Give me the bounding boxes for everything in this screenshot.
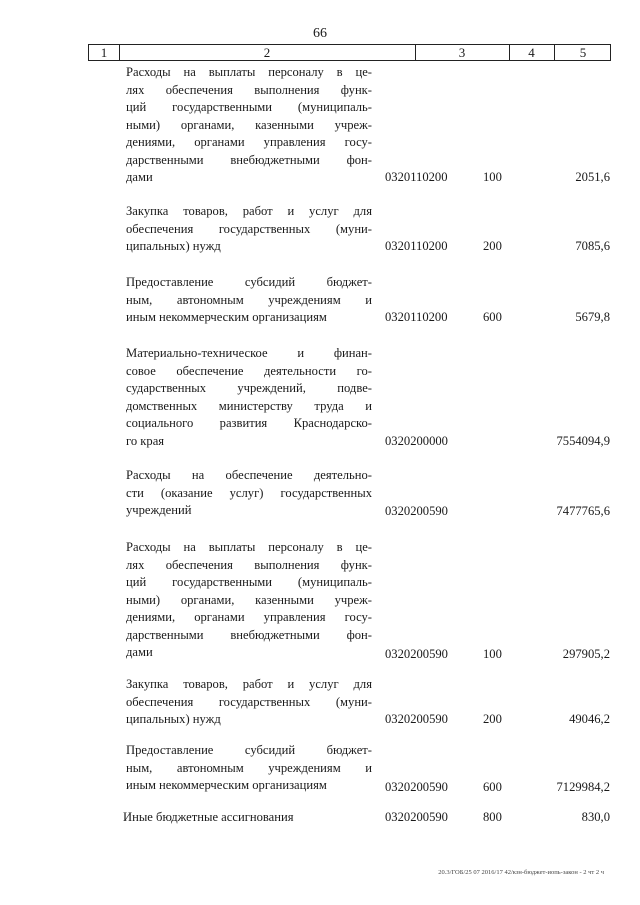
description-line: дами [126,645,153,659]
row-code: 0320200000 [385,434,448,448]
row-expense-type: 600 [483,310,502,324]
row-description [126,467,372,520]
description-line: дениями, органами управления госу- [126,610,372,624]
row-description [126,203,372,256]
description-line: сударственных учреждений, подве- [126,381,372,395]
row-code: 0320110200 [385,239,448,253]
description-line: ными) органами, казенными учреж- [126,117,372,132]
description-line: ципальных) нужд [126,239,221,253]
description-line: дами [126,170,153,184]
description-line: иным некоммерческим организациям [126,310,327,324]
row-expense-type: 800 [483,810,502,824]
description-line: Закупка товаров, работ и услуг для [126,677,372,691]
description-line: ций государственными (муниципаль- [126,575,372,589]
row-expense-type: 200 [483,239,502,253]
row-code: 0320110200 [385,310,448,324]
description-line: социального развития Краснодарско- [126,416,372,430]
description-line: учреждений [126,503,192,517]
description-line: Закупка товаров, работ и услуг для [126,204,372,218]
row-code: 0320110200 [385,170,448,184]
row-expense-type: 100 [483,647,502,661]
header-col-3: 3 [458,45,466,60]
row-amount: 830,0 [581,810,610,824]
description-line: иным некоммерческим организациям [126,778,327,792]
description-line: го края [126,433,165,448]
description-line: ций государственными (муниципаль- [126,100,372,114]
row-expense-type: 600 [483,780,502,794]
row-code: 0320200590 [385,780,448,794]
description-line: совое обеспечение деятельности го- [126,363,372,378]
row-expense-type: 100 [483,170,502,184]
row-description [126,676,372,729]
row-amount: 297905,2 [562,647,610,661]
description-line: дениями, органами управления госу- [126,135,372,149]
row-description [126,742,372,795]
row-expense-type: 200 [483,712,502,726]
row-description [126,64,372,187]
description-line: Материально-техническое и финан- [126,346,372,360]
footer-document-code: 20.3/ГОБ/25 07 2016/17 42/кзн-бюджет-иопь-закон - 2 чт 2 ч [438,869,604,876]
description-line: Расходы на выплаты персоналу в це- [126,65,372,79]
row-amount: 2051,6 [575,170,610,184]
description-line: домственных министерству труда и [126,398,372,413]
description-line: ным, автономным учреждениям и [126,292,372,307]
row-description [126,539,372,662]
page-number: 66 [313,26,327,41]
description-line: Расходы на выплаты персоналу в це- [126,540,372,554]
row-code: 0320200590 [385,810,448,824]
row-code: 0320200590 [385,647,448,661]
description-line: обеспечения государственных (муни- [126,694,372,709]
row-description [123,809,369,827]
description-line: сти (оказание услуг) государственных [126,485,372,500]
description-line: обеспечения государственных (муни- [126,221,372,236]
description-line: Иные бюджетные ассигнования [123,810,294,824]
description-line: дарственными внебюджетными фон- [126,152,372,167]
description-line: дарственными внебюджетными фон- [126,627,372,642]
description-line: лях обеспечения выполнения функ- [126,557,372,572]
row-description [126,274,372,327]
row-amount: 7477765,6 [556,504,610,518]
row-amount: 7129984,2 [556,780,610,794]
table-header-row [88,44,611,61]
row-code: 0320200590 [385,712,448,726]
description-line: ными) органами, казенными учреж- [126,592,372,607]
row-amount: 49046,2 [569,712,610,726]
row-amount: 5679,8 [575,310,610,324]
row-amount: 7554094,9 [556,434,610,448]
description-line: ным, автономным учреждениям и [126,760,372,775]
description-line: Предоставление субсидий бюджет- [126,743,372,757]
header-col-1: 1 [100,45,108,60]
header-col-5: 5 [579,45,587,60]
row-description [126,345,372,450]
row-code: 0320200590 [385,504,448,518]
header-col-2: 2 [263,45,271,60]
header-col-4: 4 [528,45,535,60]
description-line: лях обеспечения выполнения функ- [126,82,372,97]
row-amount: 7085,6 [575,239,610,253]
description-line: Предоставление субсидий бюджет- [126,275,372,289]
description-line: Расходы на обеспечение деятельно- [126,468,372,482]
description-line: ципальных) нужд [126,712,221,726]
